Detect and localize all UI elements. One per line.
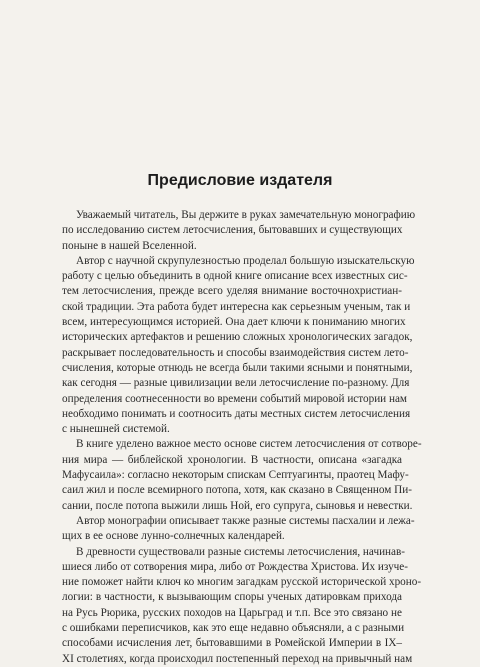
text-line: счисления, которые отнюдь не всегда были такими ясными и понятными,: [62, 361, 413, 374]
text-line: щих в ее основе лунно-солнечных календарей.: [62, 530, 285, 543]
text-line: способами исчисления лет, бытовавшими в Ромейской Империи в IX–: [62, 637, 402, 650]
text-line: В книге уделено важное место основе систем летосчисления от сотворе-: [76, 438, 422, 451]
text-line: тем летосчисления, прежде всего уделяя внимание восточнохристиан-: [62, 285, 402, 298]
text-line: определения соотнесенности во времени событий мировой истории нам: [62, 392, 407, 405]
text-line: с нынешней системой.: [62, 423, 170, 436]
text-line: всем, интересующимся историей. Она дает ключи к пониманию многих: [62, 316, 406, 329]
text-line: раскрывает последовательность и способы взаимодействия систем лето-: [62, 346, 409, 359]
text-line: как сегодня — разные цивилизации вели летосчисление по-разному. Для: [62, 377, 410, 390]
body-text: [62, 208, 422, 667]
text-line: Автор с научной скрупулезностью проделал большую изыскательскую: [76, 254, 415, 267]
text-line: исторических артефактов и решению сложных хронологических загадок,: [62, 331, 413, 344]
text-line: XI столетиях, когда происходил постепенный переход на привычный нам: [62, 652, 413, 665]
text-line: ния мира — библейской хронологии. В частности, описана «загадка: [62, 453, 402, 466]
text-line: ской традиции. Эта работа будет интересна как серьезным ученым, так и: [62, 300, 411, 313]
text-line: Уважаемый читатель, Вы держите в руках замечательную монографию: [76, 209, 416, 221]
text-line: шиеся либо от сотворения мира, либо от Рождества Христова. Их изуче-: [62, 560, 409, 573]
text-line: поныне в нашей Вселенной.: [62, 239, 197, 252]
text-line: В древности существовали разные системы летосчисления, начинав-: [76, 545, 406, 558]
text-line: с ошибками переписчиков, как это еще недавно объясняли, а с разными: [62, 622, 405, 635]
text-line: на Русь Рюрика, русских походов на Царьград и т.п. Все это связано не: [62, 606, 402, 619]
text-line: Автор монографии описывает также разные системы пасхалии и лежа-: [76, 514, 415, 527]
text-line: работу с целью объединить в одной книге описание всех известных сис-: [62, 270, 408, 283]
text-line: Мафусаила»: согласно некоторым спискам Септуагинты, праотец Мафу-: [62, 469, 409, 482]
text-line: ние поможет найти ключ ко многим загадкам русской исторической хроно-: [62, 576, 422, 589]
text-line: саил жил и после всемирного потопа, хотя, как сказано в Священном Пи-: [62, 484, 412, 497]
text-line: логии: в частности, к вызывающим споры ученых датировкам прихода: [62, 591, 402, 604]
text-line: необходимо понимать и соотносить даты местных систем летосчисления: [62, 407, 411, 420]
page-title: Предисловие издателя: [147, 172, 333, 189]
text-line: сании, после потопа выжили лишь Ной, его супруга, сыновья и невестки.: [62, 499, 413, 512]
text-line: по исследованию систем летосчисления, бытовавших и существующих: [62, 224, 403, 237]
